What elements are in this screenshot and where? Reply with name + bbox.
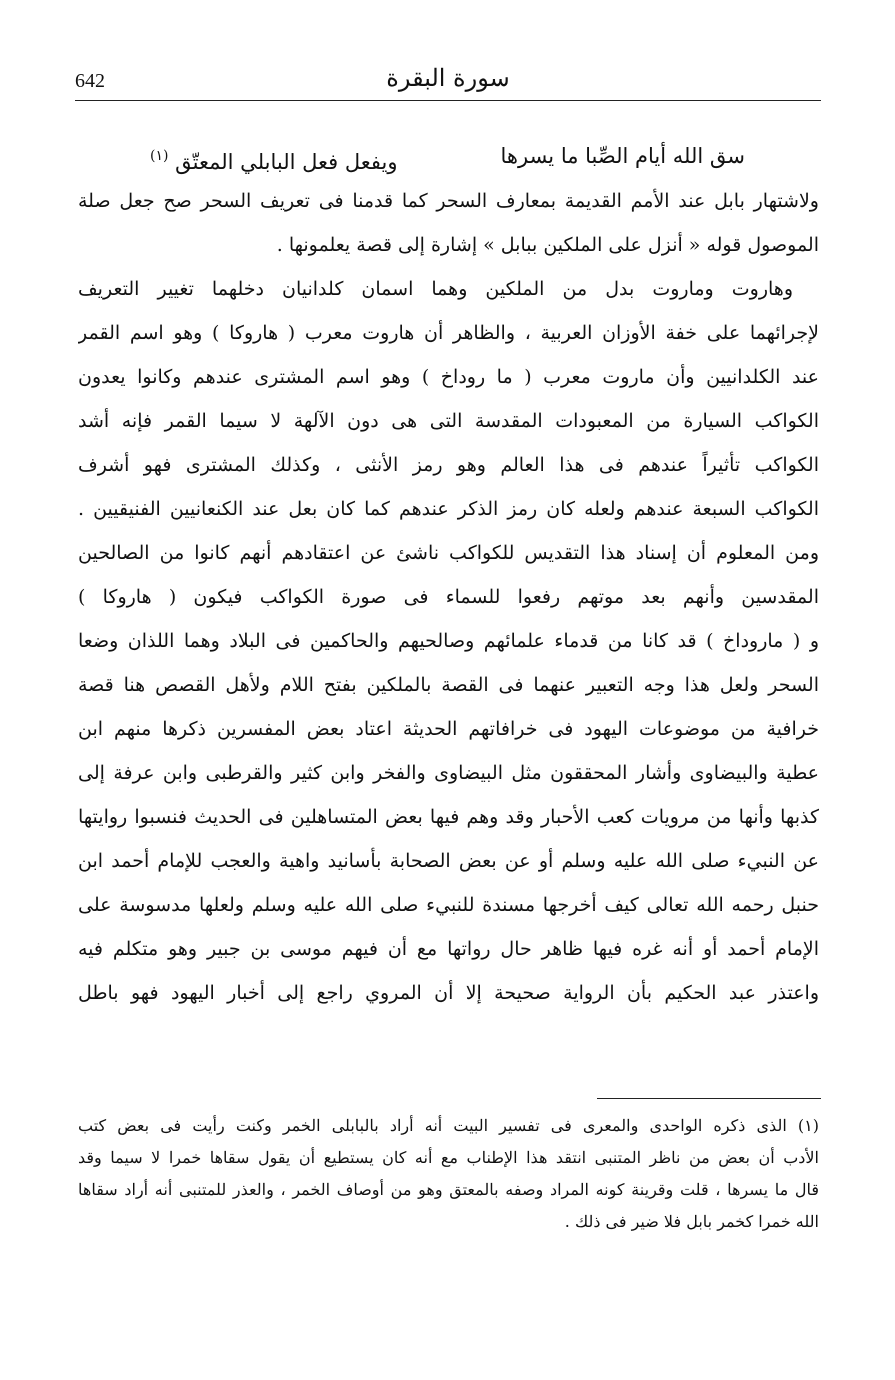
surah-title: سورة البقرة <box>386 64 510 92</box>
footnote-divider <box>597 1098 821 1099</box>
verse-second-hemistich: ويفعل فعل البابلي المعتّق <box>175 150 398 174</box>
footnote-line: الأدب أن بعض من ناظر المتنبى انتقد هذا الإطناب مع أنه كان يستطيع أن يقول سقاها خمرا لا سيما وقد <box>78 1148 819 1167</box>
text-line: حنبل رحمه الله تعالى كيف أخرجها مسندة للنبيء صلى الله عليه وسلم ولعلها مدسوسة على <box>78 894 819 916</box>
footnote-marker: (١) <box>150 148 169 164</box>
footnotes <box>78 1110 819 1238</box>
text-line: المقدسين وأنهم بعد موتهم رفعوا للسماء فى صورة الكواكب فيكون ( هاروكا ) <box>78 586 819 608</box>
text-line: كذبها وأنها من مرويات كعب الأحبار وقد وهم فيها بعض المتساهلين فى الحديث فنسبوا روايتها <box>78 806 819 828</box>
poetry-verse <box>150 136 745 182</box>
text-line: لإجرائهما على خفة الأوزان العربية ، والظاهر أن هاروت معرب ( هاروكا ) وهو اسم القمر <box>78 322 819 344</box>
text-line: عطية والبيضاوى وأشار المحققون مثل البيضاوى والفخر وابن كثير والقرطبى وابن عرفة إلى <box>78 762 819 784</box>
header-divider <box>75 100 821 101</box>
text-line: الكواكب تأثيراً عندهم فى هذا العالم وهو رمز الأنثى ، وكذلك المشترى فهو أشرف <box>78 454 819 476</box>
text-line: عند الكلدانيين وأن ماروت معرب ( ما روداخ ) وهو اسم المشترى عندهم وكانوا يعدون <box>78 366 819 388</box>
text-line: ومن المعلوم أن إسناد هذا التقديس للكواكب ناشئ عن اعتقادهم أنهم كانوا من الصالحين <box>78 542 819 564</box>
text-line: عن النبيء صلى الله عليه وسلم أو عن بعض الصحابة بأسانيد واهية والعجب للإمام أحمد ابن <box>78 850 819 872</box>
text-line: الموصول قوله « أنزل على الملكين ببابل » إشارة إلى قصة يعلمونها . <box>276 234 819 256</box>
text-line: ولاشتهار بابل عند الأمم القديمة بمعارف السحر كما قدمنا فى تعريف السحر صح جعل صلة <box>78 190 819 212</box>
text-line: السحر ولعل هذا وجه التعبير عنهما فى القصة بالملكين بفتح اللام ولأهل القصص هنا قصة <box>78 674 819 696</box>
footnote-line: (١) الذى ذكره الواحدى والمعرى فى تفسير البيت أنه أراد بالبابلى الخمر وكنت رأيت فى بعض كتب <box>78 1116 819 1135</box>
footnote-line: الله خمرا كخمر بابل فلا ضير فى ذلك . <box>564 1212 819 1231</box>
text-line: واعتذر عبد الحكيم بأن الرواية صحيحة إلا أن المروي راجع إلى أخبار اليهود فهو باطل <box>78 982 819 1004</box>
footnote-line: قال ما يسرها ، قلت وقرينة كونه المراد وصفه بالمعتق وهو من أوصاف الخمر ، والعذر للمتنبى أنه أراد سقاها <box>78 1180 819 1199</box>
page-number: 642 <box>75 70 105 92</box>
text-line: و ( ماروداخ ) قد كانا من قدماء علمائهم وصالحيهم والحاكمين فى البلاد وهما اللذان وضعا <box>78 630 819 652</box>
text-line: خرافية من موضوعات اليهود فى خرافاتهم الحديثة اعتاد بعض المفسرين ذكرها منهم ابن <box>78 718 819 740</box>
text-line: الإمام أحمد أو أنه غره فيها ظاهر حال رواتها مع أن فيهم موسى بن جبير وهو متكلم فيه <box>78 938 819 960</box>
body-text <box>78 179 819 1015</box>
verse-second-hemistich-group <box>150 136 398 182</box>
page-header <box>75 62 821 100</box>
verse-first-hemistich: سق الله أيام الصِّبا ما يسرها <box>500 144 745 168</box>
text-line: وهاروت وماروت بدل من الملكين وهما اسمان كلدانيان دخلهما تغيير التعريف <box>78 278 793 300</box>
text-line: الكواكب السيارة من المعبودات المقدسة التى هى دون الآلهة لا سيما القمر فإنه أشد <box>78 410 819 432</box>
text-line: الكواكب السبعة عندهم ولعله كان رمز الذكر عندهم كما كان بعل عند الكنعانيين الفنيقيين . <box>78 498 819 520</box>
